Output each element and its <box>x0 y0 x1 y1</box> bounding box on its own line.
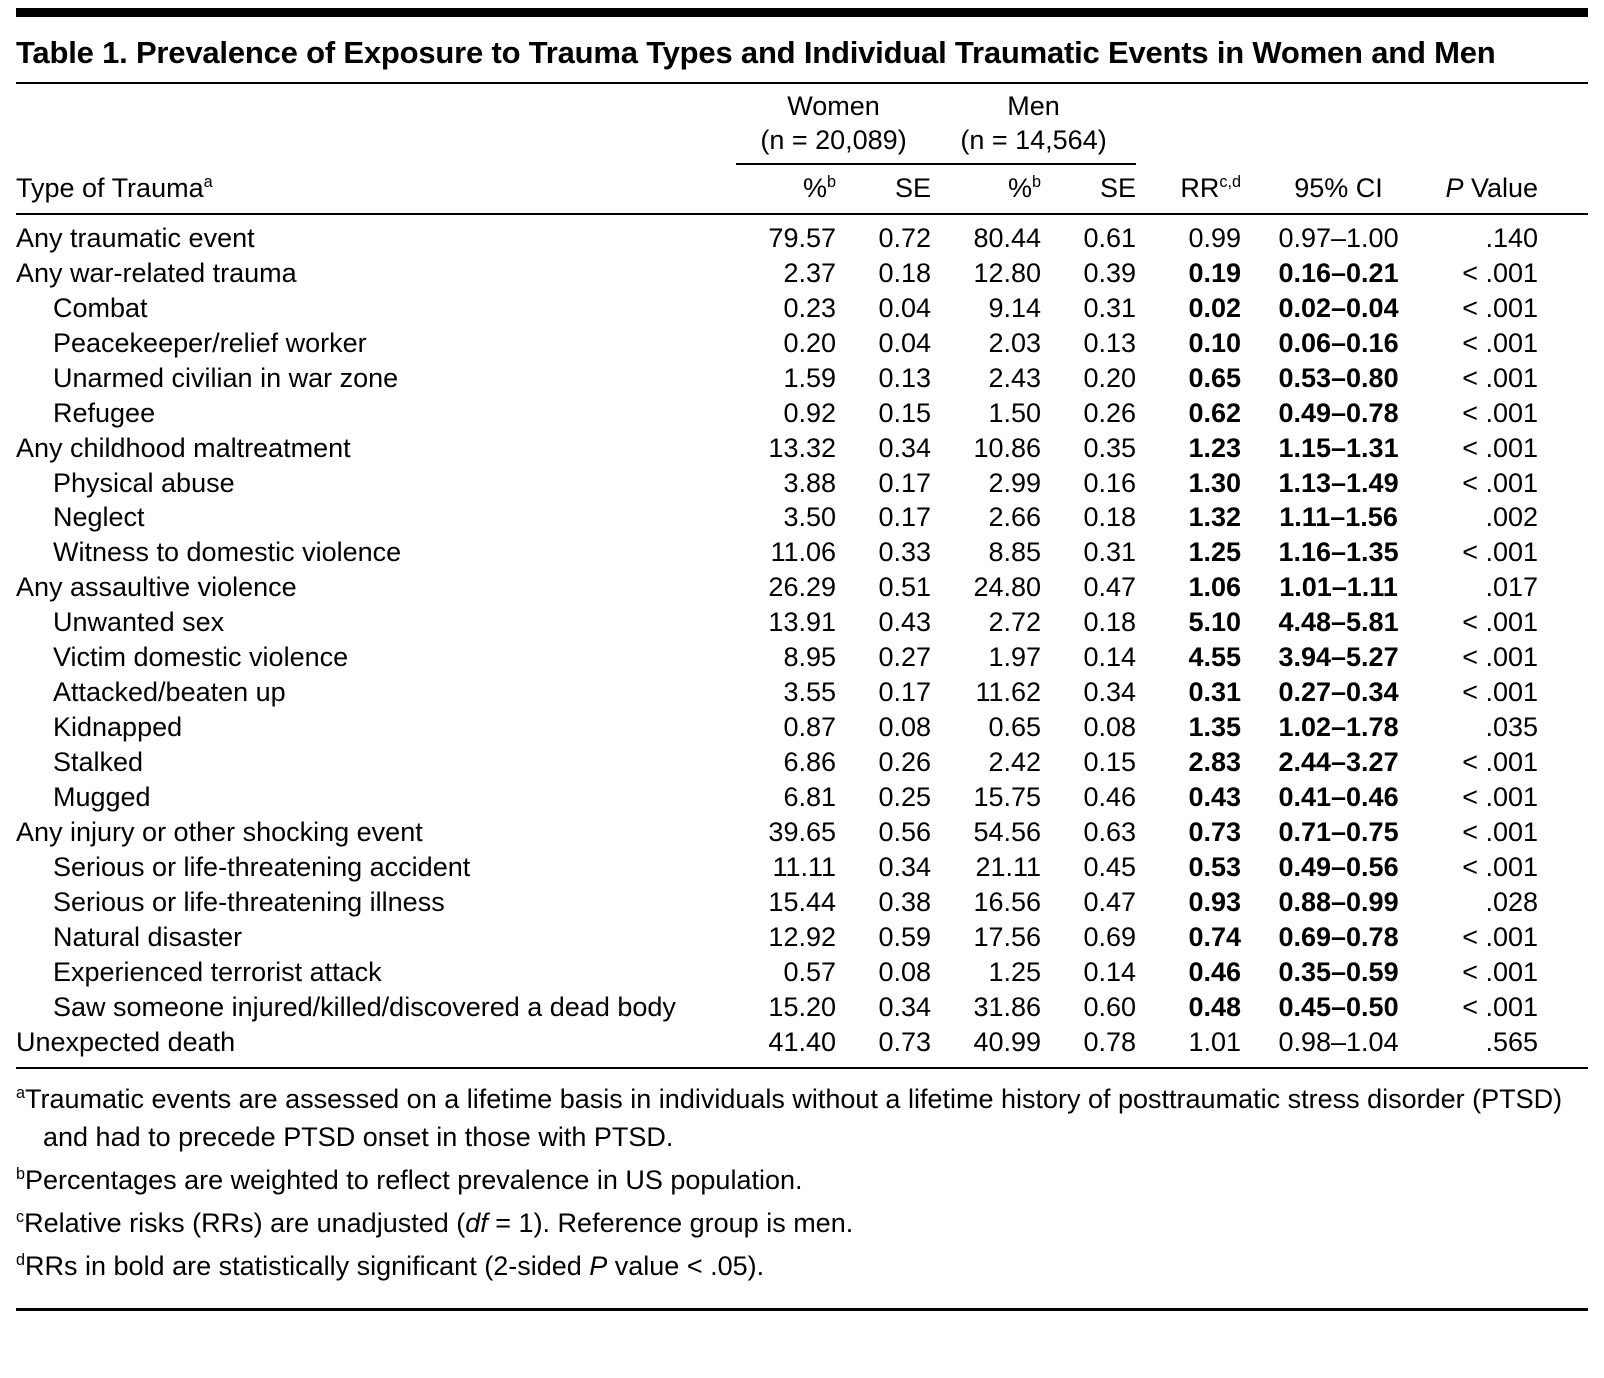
men-se-value: 0.47 <box>1083 572 1137 603</box>
ci-value: 0.35–0.59 <box>1278 956 1399 987</box>
men-pct-value: 24.80 <box>973 572 1042 603</box>
row-label: Unarmed civilian in war zone <box>53 362 399 393</box>
table-row <box>16 361 1588 396</box>
rr-value: 0.19 <box>1188 257 1242 288</box>
table-row <box>16 326 1588 361</box>
table-row <box>16 920 1588 955</box>
table-row <box>16 850 1588 885</box>
p-italic: P <box>1445 172 1464 203</box>
p-value: .017 <box>1485 572 1539 603</box>
ci-value: 4.48–5.81 <box>1278 607 1399 638</box>
women-se-value: 0.04 <box>878 327 932 358</box>
table-row <box>16 500 1588 535</box>
women-se-value: 0.34 <box>878 991 932 1022</box>
pct-text: % <box>802 172 827 203</box>
table-row <box>16 466 1588 501</box>
table-row <box>16 675 1588 710</box>
rr-value: 4.55 <box>1188 642 1242 673</box>
footnote-text: Traumatic events are assessed on a lifetime basis in individuals without a lifetime history of posttraumatic stress disorder (PTSD) and had to precede PTSD onset in those with PTSD. <box>25 1084 1563 1152</box>
women-pct-value: 39.65 <box>768 816 836 847</box>
p-value: < .001 <box>1462 327 1539 358</box>
footnote-text: Relative risks (RRs) are unadjusted (df = 1). Reference group is men. <box>24 1208 854 1239</box>
women-pct-value: 15.20 <box>768 991 836 1022</box>
men-pct-value: 1.97 <box>988 642 1042 673</box>
table-title: Table 1. Prevalence of Exposure to Trauma Types and Individual Traumatic Events in Women and Men <box>16 35 1496 70</box>
row-label: Any childhood maltreatment <box>16 432 351 463</box>
table-row <box>16 431 1588 466</box>
row-label: Serious or life-threatening accident <box>53 851 471 882</box>
women-se-value: 0.33 <box>878 537 932 568</box>
row-label: Peacekeeper/relief worker <box>53 327 367 358</box>
women-pct-value: 11.11 <box>772 851 836 882</box>
ci-value: 1.02–1.78 <box>1278 712 1399 743</box>
women-pct-value: 0.87 <box>783 712 836 743</box>
p-value: .565 <box>1485 1026 1539 1057</box>
men-group-header <box>931 86 1136 164</box>
women-pct-value: 2.37 <box>783 257 836 288</box>
men-pct-value: 31.86 <box>973 991 1042 1022</box>
p-value: .028 <box>1485 886 1539 917</box>
col-header-men-se: SE <box>1041 164 1136 214</box>
ci-value: 0.45–0.50 <box>1278 991 1399 1022</box>
row-label: Neglect <box>53 502 145 533</box>
women-pct-value: 3.88 <box>783 467 836 498</box>
women-se-value: 0.18 <box>878 257 932 288</box>
women-se-value: 0.17 <box>878 467 932 498</box>
men-pct-value: 2.99 <box>988 467 1042 498</box>
men-group-label: Men <box>1007 91 1060 122</box>
men-se-value: 0.15 <box>1083 747 1137 778</box>
women-pct-value: 12.92 <box>768 921 836 952</box>
row-label: Mugged <box>53 781 151 812</box>
women-pct-value: 26.29 <box>768 572 836 603</box>
women-pct-value: 13.91 <box>768 607 836 638</box>
women-se-value: 0.08 <box>878 712 932 743</box>
men-pct-value: 1.25 <box>988 956 1042 987</box>
men-se-value: 0.16 <box>1083 467 1137 498</box>
table-row <box>16 291 1588 326</box>
rr-value: 0.93 <box>1188 886 1242 917</box>
row-label: Unwanted sex <box>53 607 225 638</box>
women-pct-value: 15.44 <box>768 886 836 917</box>
rr-value: 1.01 <box>1188 1026 1242 1057</box>
footnote-marker: b <box>16 1164 26 1183</box>
row-label: Victim domestic violence <box>53 642 349 673</box>
row-label: Physical abuse <box>53 467 235 498</box>
men-se-value: 0.78 <box>1083 1026 1137 1057</box>
ci-value: 0.53–0.80 <box>1278 362 1399 393</box>
table-row <box>16 640 1588 675</box>
men-pct-value: 8.85 <box>988 537 1042 568</box>
men-group-n: (n = 14,564) <box>960 124 1107 155</box>
row-label: Combat <box>53 292 148 323</box>
women-se-value: 0.15 <box>878 397 932 428</box>
p-value: < .001 <box>1462 467 1539 498</box>
col-header-p-value <box>1436 164 1588 214</box>
p-value: < .001 <box>1462 642 1539 673</box>
type-of-trauma-text: Type of Trauma <box>16 172 204 203</box>
ci-value: 0.06–0.16 <box>1278 327 1399 358</box>
table-row <box>16 745 1588 780</box>
women-se-value: 0.04 <box>878 292 932 323</box>
p-value: < .001 <box>1462 292 1539 323</box>
row-label: Any traumatic event <box>16 222 255 253</box>
table-row <box>16 535 1588 570</box>
rr-value: 1.23 <box>1188 432 1242 463</box>
men-se-value: 0.63 <box>1083 816 1137 847</box>
men-pct-value: 0.65 <box>988 712 1042 743</box>
p-value: < .001 <box>1462 816 1539 847</box>
rr-value: 0.02 <box>1188 292 1242 323</box>
ci-value: 1.13–1.49 <box>1278 467 1399 498</box>
table-row <box>16 990 1588 1025</box>
women-se-value: 0.72 <box>878 222 932 253</box>
men-se-value: 0.31 <box>1083 537 1137 568</box>
p-value: .140 <box>1485 222 1539 253</box>
rr-value: 0.31 <box>1188 677 1242 708</box>
footnote-ref-a: a <box>203 172 213 191</box>
p-value: < .001 <box>1462 257 1539 288</box>
rr-value: 1.32 <box>1188 502 1242 533</box>
ci-value: 0.27–0.34 <box>1278 677 1399 708</box>
ci-value: 0.69–0.78 <box>1278 921 1399 952</box>
col-header-type-of-trauma <box>16 164 736 214</box>
table-row <box>16 256 1588 291</box>
men-pct-value: 10.86 <box>973 432 1042 463</box>
p-value: < .001 <box>1462 677 1539 708</box>
footnote-marker: d <box>16 1251 26 1270</box>
row-label: Serious or life-threatening illness <box>53 886 445 917</box>
women-group-header <box>736 86 931 164</box>
women-se-value: 0.25 <box>878 781 932 812</box>
table-row <box>16 396 1588 431</box>
p-value-text: Value <box>1463 172 1539 203</box>
men-pct-value: 2.43 <box>988 362 1042 393</box>
men-pct-value: 2.03 <box>988 327 1042 358</box>
men-se-value: 0.18 <box>1083 607 1137 638</box>
women-pct-value: 41.40 <box>768 1026 836 1057</box>
men-se-value: 0.61 <box>1083 222 1137 253</box>
ci-value: 0.49–0.56 <box>1278 851 1399 882</box>
women-se-value: 0.08 <box>878 956 932 987</box>
women-pct-value: 0.20 <box>783 327 836 358</box>
p-value: < .001 <box>1462 956 1539 987</box>
women-pct-value: 3.55 <box>783 677 836 708</box>
men-pct-value: 17.56 <box>973 921 1042 952</box>
ci-value: 0.02–0.04 <box>1278 292 1399 323</box>
rr-value: 2.83 <box>1188 747 1242 778</box>
women-se-value: 0.17 <box>878 677 932 708</box>
women-pct-value: 8.95 <box>783 642 836 673</box>
table-row <box>16 885 1588 920</box>
footnote-ref-b: b <box>826 172 836 191</box>
table-row <box>16 605 1588 640</box>
women-se-value: 0.27 <box>878 642 932 673</box>
men-pct-value: 1.50 <box>988 397 1042 428</box>
p-value: < .001 <box>1462 607 1539 638</box>
women-group-label: Women <box>787 91 880 122</box>
footnote <box>16 1081 1588 1156</box>
empty-header-cell <box>1136 86 1588 164</box>
men-se-value: 0.46 <box>1083 781 1137 812</box>
women-pct-value: 3.50 <box>783 502 836 533</box>
ci-value: 1.11–1.56 <box>1279 502 1398 533</box>
footnote <box>16 1248 1588 1285</box>
men-pct-value: 16.56 <box>973 886 1042 917</box>
rr-value: 0.62 <box>1188 397 1242 428</box>
row-label: Any injury or other shocking event <box>16 816 423 847</box>
col-header-95ci: 95% CI <box>1241 164 1436 214</box>
rr-value: 1.35 <box>1188 712 1242 743</box>
ci-value: 0.71–0.75 <box>1278 816 1399 847</box>
p-value: .002 <box>1485 502 1539 533</box>
bottom-rule <box>16 1308 1588 1311</box>
p-value: < .001 <box>1462 362 1539 393</box>
rr-text: RR <box>1180 172 1220 203</box>
ci-value: 0.97–1.00 <box>1278 222 1399 253</box>
title-rule <box>16 82 1588 84</box>
row-label: Attacked/beaten up <box>53 677 286 708</box>
ci-value: 1.01–1.11 <box>1279 572 1398 603</box>
women-se-value: 0.38 <box>878 886 932 917</box>
col-header-women-se: SE <box>836 164 931 214</box>
women-se-value: 0.73 <box>878 1026 932 1057</box>
women-pct-value: 11.06 <box>770 537 836 568</box>
men-se-value: 0.47 <box>1083 886 1137 917</box>
men-se-value: 0.60 <box>1083 991 1137 1022</box>
footnote-ref-cd: c,d <box>1219 172 1242 191</box>
ci-value: 1.16–1.35 <box>1278 537 1399 568</box>
table-row <box>16 570 1588 605</box>
table-row <box>16 214 1588 256</box>
men-pct-value: 2.66 <box>988 502 1042 533</box>
rr-value: 0.48 <box>1188 991 1242 1022</box>
row-label: Experienced terrorist attack <box>53 956 382 987</box>
men-pct-value: 2.42 <box>988 747 1042 778</box>
row-label: Any assaultive violence <box>16 572 297 603</box>
men-pct-value: 54.56 <box>973 816 1042 847</box>
rr-value: 0.99 <box>1188 222 1242 253</box>
table-row <box>16 1025 1588 1064</box>
men-pct-value: 2.72 <box>988 607 1042 638</box>
men-se-value: 0.39 <box>1083 257 1137 288</box>
row-label: Any war-related trauma <box>16 257 297 288</box>
p-value: < .001 <box>1462 432 1539 463</box>
p-value: < .001 <box>1462 747 1539 778</box>
rr-value: 0.46 <box>1188 956 1242 987</box>
row-label: Witness to domestic violence <box>53 537 402 568</box>
men-se-value: 0.14 <box>1083 642 1137 673</box>
men-se-value: 0.69 <box>1083 921 1137 952</box>
men-pct-value: 11.62 <box>975 677 1042 708</box>
table-row <box>16 780 1588 815</box>
women-se-value: 0.51 <box>878 572 932 603</box>
table-row <box>16 955 1588 990</box>
footnote <box>16 1162 1588 1199</box>
men-pct-value: 9.14 <box>988 292 1042 323</box>
women-se-value: 0.26 <box>878 747 932 778</box>
rr-value: 0.10 <box>1188 327 1242 358</box>
men-se-value: 0.13 <box>1083 327 1137 358</box>
ci-value: 2.44–3.27 <box>1278 747 1399 778</box>
women-pct-value: 0.23 <box>783 292 836 323</box>
table-body <box>16 214 1588 1064</box>
women-se-value: 0.13 <box>878 362 932 393</box>
ci-value: 1.15–1.31 <box>1278 432 1399 463</box>
women-se-value: 0.34 <box>878 851 932 882</box>
ci-value: 0.16–0.21 <box>1278 257 1399 288</box>
footnote-marker: a <box>16 1084 26 1103</box>
row-label: Stalked <box>53 747 144 778</box>
women-pct-value: 6.86 <box>783 747 836 778</box>
prevalence-table <box>16 86 1588 1063</box>
men-se-value: 0.26 <box>1083 397 1137 428</box>
table-row <box>16 815 1588 850</box>
rr-value: 0.74 <box>1188 921 1242 952</box>
footnotes <box>16 1067 1588 1285</box>
rr-value: 0.43 <box>1188 781 1242 812</box>
column-header-row <box>16 164 1588 214</box>
men-pct-value: 15.75 <box>973 781 1042 812</box>
table-row <box>16 710 1588 745</box>
footnote-text: Percentages are weighted to reflect prevalence in US population. <box>25 1164 803 1195</box>
group-header-row <box>16 86 1588 164</box>
rr-value: 1.25 <box>1188 537 1242 568</box>
col-header-women-pct <box>736 164 836 214</box>
pct-text: % <box>1007 172 1032 203</box>
footnote <box>16 1205 1588 1242</box>
men-se-value: 0.18 <box>1083 502 1137 533</box>
ci-value: 0.98–1.04 <box>1278 1026 1399 1057</box>
footnote-marker: c <box>16 1208 25 1227</box>
men-se-value: 0.08 <box>1083 712 1137 743</box>
p-value: < .001 <box>1462 921 1539 952</box>
p-value: < .001 <box>1462 781 1539 812</box>
footnote-ref-b: b <box>1032 172 1042 191</box>
ci-value: 3.94–5.27 <box>1278 642 1399 673</box>
col-header-men-pct <box>931 164 1041 214</box>
p-value: .035 <box>1485 712 1539 743</box>
men-pct-value: 21.11 <box>975 851 1042 882</box>
ci-value: 0.49–0.78 <box>1278 397 1399 428</box>
p-value: < .001 <box>1462 397 1539 428</box>
rr-value: 1.30 <box>1188 467 1242 498</box>
men-pct-value: 12.80 <box>973 257 1042 288</box>
men-se-value: 0.20 <box>1083 362 1137 393</box>
women-pct-value: 79.57 <box>768 222 836 253</box>
row-label: Unexpected death <box>16 1026 236 1057</box>
women-group-n: (n = 20,089) <box>760 124 907 155</box>
men-pct-value: 40.99 <box>973 1026 1042 1057</box>
men-se-value: 0.34 <box>1083 677 1137 708</box>
women-pct-value: 1.59 <box>783 362 836 393</box>
p-value: < .001 <box>1462 851 1539 882</box>
rr-value: 0.65 <box>1188 362 1242 393</box>
men-pct-value: 80.44 <box>973 222 1042 253</box>
top-rule <box>16 8 1588 17</box>
rr-value: 0.53 <box>1188 851 1242 882</box>
row-label: Kidnapped <box>53 712 183 743</box>
empty-header-cell <box>16 86 736 164</box>
row-label: Saw someone injured/killed/discovered a dead body <box>53 991 676 1022</box>
p-value: < .001 <box>1462 537 1539 568</box>
ci-value: 0.41–0.46 <box>1278 781 1399 812</box>
men-se-value: 0.35 <box>1083 432 1137 463</box>
men-se-value: 0.31 <box>1083 292 1137 323</box>
women-pct-value: 6.81 <box>783 781 836 812</box>
row-label: Natural disaster <box>53 921 243 952</box>
women-pct-value: 13.32 <box>768 432 836 463</box>
rr-value: 1.06 <box>1188 572 1242 603</box>
women-se-value: 0.34 <box>878 432 932 463</box>
col-header-rr <box>1136 164 1241 214</box>
men-se-value: 0.45 <box>1083 851 1137 882</box>
men-se-value: 0.14 <box>1083 956 1137 987</box>
rr-value: 5.10 <box>1188 607 1242 638</box>
women-pct-value: 0.57 <box>783 956 836 987</box>
footnote-text: RRs in bold are statistically significant (2-sided P value < .05). <box>25 1251 765 1282</box>
women-se-value: 0.56 <box>878 816 932 847</box>
row-label: Refugee <box>53 397 156 428</box>
women-se-value: 0.17 <box>878 502 932 533</box>
women-pct-value: 0.92 <box>783 397 836 428</box>
rr-value: 0.73 <box>1188 816 1242 847</box>
p-value: < .001 <box>1462 991 1539 1022</box>
women-se-value: 0.59 <box>878 921 932 952</box>
ci-value: 0.88–0.99 <box>1278 886 1399 917</box>
women-se-value: 0.43 <box>878 607 932 638</box>
